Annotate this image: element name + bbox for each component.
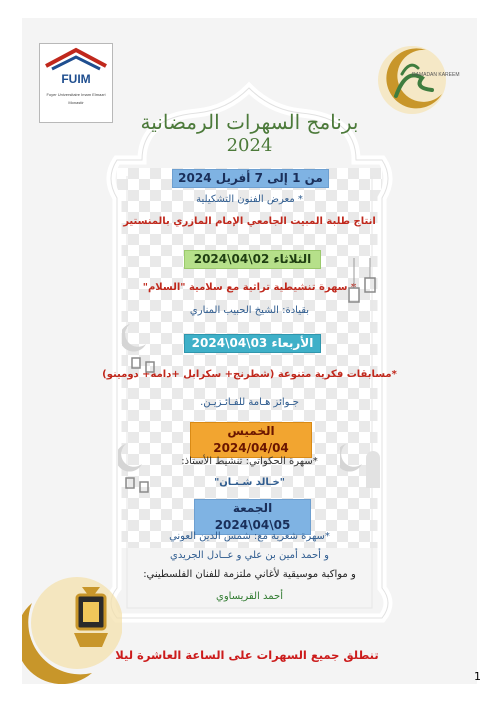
ramadan-logo — [374, 38, 460, 118]
lantern-icon — [342, 258, 382, 318]
event-5-line-3: و مواكبة موسيقية لأغاني ملتزمة للفنان الفلسطيني: — [143, 569, 356, 580]
event-5-banner: الجمعة 05\04\2024 — [194, 499, 311, 535]
event-4-line-1: *سهرة الحكواتي: تنشيط الأستاذ: — [181, 456, 318, 467]
logo-acronym: FUIM — [61, 72, 91, 86]
event-1-line-1: * معرض الفنون التشكيلية — [196, 194, 303, 205]
event-1-banner: من 1 إلى 7 أفريل 2024 — [172, 169, 329, 188]
logo-city: Monastir — [68, 100, 84, 105]
crescent-icon — [374, 38, 454, 118]
event-3-line-2: جـوائز هـامة للفـائـزيـن. — [200, 397, 299, 408]
lantern-icon — [118, 438, 158, 498]
lantern-icon — [22, 573, 122, 684]
event-3-line-1: *مسابقات فكرية متنوعة (شطرنج+ سكرابل +دامة+ دومينو) — [102, 369, 397, 380]
event-5-line-4: أحمد القريساوي — [216, 591, 283, 602]
poster — [22, 18, 477, 684]
event-3-banner: الأربعاء 03\04\2024 — [184, 334, 321, 353]
event-5-line-1: *سهرة شعرية مع: شمس الدين العوني — [169, 531, 330, 542]
event-4-banner: الخميس 2024/04/04 — [190, 422, 312, 458]
event-2-line-2: بقيادة: الشيخ الحبيب المناري — [189, 305, 310, 316]
event-1-line-2: انتاج طلبة المبيت الجامعي الإمام المازري بالمنستير — [123, 216, 376, 227]
ramadan-kareem-label: RAMADAN KAREEM — [412, 72, 460, 78]
event-2-banner: الثلاثاء 02\04\2024 — [184, 250, 321, 269]
lantern-icon — [122, 318, 162, 378]
page-title: برنامج السهرات الرمضانية — [140, 110, 359, 134]
page-year: 2024 — [226, 135, 273, 156]
event-2-line-1: * سهرة تنشيطية تراثية مع سلامية "السلام" — [142, 282, 357, 293]
event-4-line-2: "خـالد شـنـان" — [214, 477, 285, 488]
event-5-line-2: و أحمد أمين بن علي و عــادل الجريدي — [170, 550, 329, 561]
mosque-icon — [340, 438, 384, 498]
logo-subtitle: Foyer Universitaire Imam Elmazri — [46, 92, 106, 97]
gold-lantern-decoration — [22, 573, 122, 684]
page-number: 1 — [474, 670, 481, 683]
footer-note: تنطلق جميع السهرات على الساعة العاشرة ليلا — [115, 648, 379, 662]
